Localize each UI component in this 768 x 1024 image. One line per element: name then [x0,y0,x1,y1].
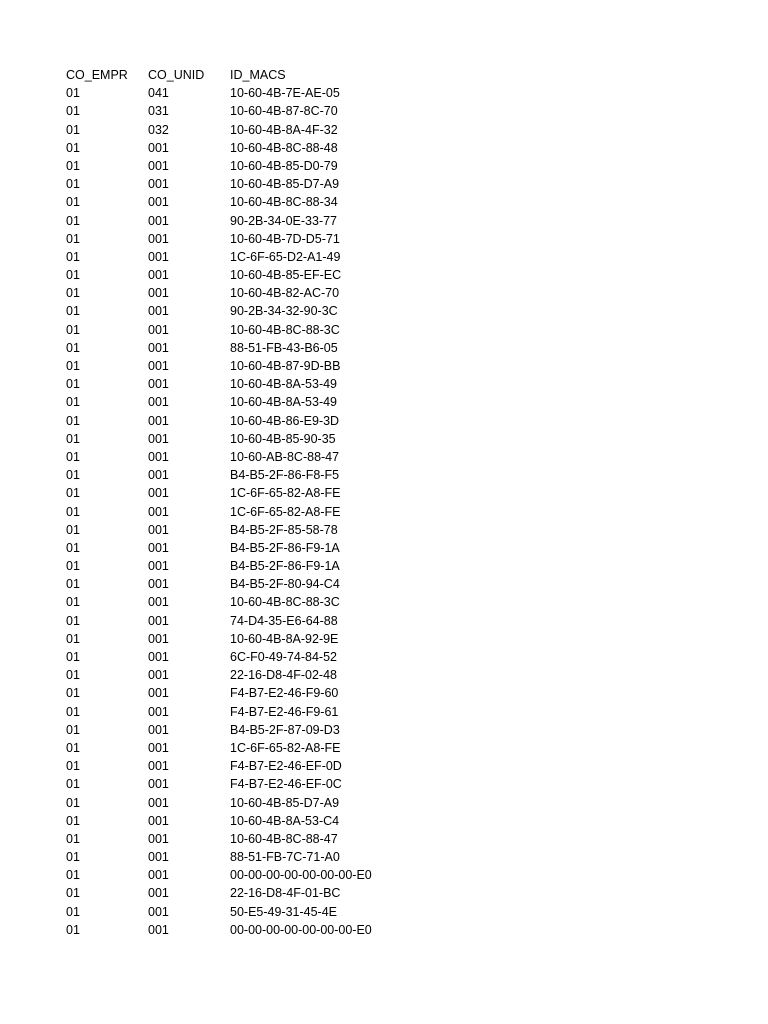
cell-co-unid: 032 [148,122,169,137]
cell-co-empr: 01 [66,704,80,719]
cell-co-unid: 031 [148,104,169,119]
cell-co-unid: 001 [148,413,169,428]
cell-co-empr: 01 [66,759,80,774]
cell-id-macs: 10-60-4B-85-D0-79 [230,158,338,173]
table-row [66,375,450,393]
table-row [66,903,450,921]
cell-co-empr: 01 [66,268,80,283]
table-row [66,757,450,775]
cell-co-unid: 001 [148,286,169,301]
cell-id-macs: 10-60-4B-85-D7-A9 [230,795,340,810]
table-row [66,357,450,375]
cell-co-unid: 001 [148,777,169,792]
table-row [66,575,450,593]
cell-id-macs: 10-60-4B-8C-88-48 [230,140,338,155]
cell-co-empr: 01 [66,522,80,537]
table-row [66,302,450,320]
table-body [66,84,450,939]
cell-id-macs: B4-B5-2F-86-F8-F5 [230,468,340,483]
table-row [66,393,450,411]
table-row [66,630,450,648]
table-row [66,830,450,848]
table-row [66,684,450,702]
table-row [66,157,450,175]
cell-id-macs: 10-60-4B-7E-AE-05 [230,86,340,101]
table-row [66,412,450,430]
cell-id-macs: 10-60-4B-8C-88-47 [230,831,338,846]
cell-id-macs: 1C-6F-65-82-A8-FE [230,740,341,755]
table-row [66,848,450,866]
cell-co-empr: 01 [66,668,80,683]
cell-co-empr: 01 [66,195,80,210]
table-row [66,721,450,739]
cell-co-empr: 01 [66,249,80,264]
cell-id-macs: 6C-F0-49-74-84-52 [230,650,337,664]
cell-id-macs: 1C-6F-65-82-A8-FE [230,486,341,501]
table-row [66,775,450,793]
cell-co-empr: 01 [66,777,80,792]
table-row [66,503,450,521]
cell-co-empr: 01 [66,468,80,483]
cell-co-unid: 001 [148,886,169,901]
cell-id-macs: 10-60-4B-8C-88-3C [230,322,340,337]
table-row [66,703,450,721]
table-row [66,739,450,757]
cell-co-empr: 01 [66,213,80,228]
cell-co-unid: 001 [148,359,169,373]
header-co-empr: CO_EMPR [66,68,128,82]
cell-id-macs: 10-60-4B-86-E9-3D [230,413,340,428]
cell-co-empr: 01 [66,886,80,901]
cell-co-unid: 041 [148,86,169,101]
cell-co-unid: 001 [148,213,169,228]
cell-id-macs: 10-60-4B-8C-88-34 [230,195,338,210]
cell-id-macs: 00-00-00-00-00-00-00-E0 [230,868,372,883]
table-row [66,648,450,666]
table-header-row [66,66,450,84]
table-row [66,102,450,120]
cell-co-unid: 001 [148,577,169,592]
cell-co-unid: 001 [148,268,169,283]
cell-co-unid: 001 [148,904,169,919]
cell-id-macs: 10-60-4B-8A-92-9E [230,631,339,646]
cell-co-unid: 001 [148,468,169,483]
cell-co-unid: 001 [148,195,169,210]
cell-co-empr: 01 [66,722,80,737]
cell-co-unid: 001 [148,540,169,555]
cell-co-empr: 01 [66,413,80,428]
cell-co-empr: 01 [66,395,80,410]
cell-co-unid: 001 [148,850,169,865]
cell-co-empr: 01 [66,504,80,519]
cell-co-unid: 001 [148,522,169,537]
cell-co-empr: 01 [66,231,80,246]
table-row [66,921,450,939]
mac-address-table [66,66,450,939]
cell-id-macs: B4-B5-2F-86-F9-1A [230,559,340,574]
cell-id-macs: F4-B7-E2-46-F9-60 [230,686,339,701]
cell-co-empr: 01 [66,795,80,810]
cell-co-empr: 01 [66,431,80,446]
cell-co-unid: 001 [148,631,169,646]
cell-id-macs: 10-60-4B-85-EF-EC [230,268,342,283]
cell-co-unid: 001 [148,304,169,319]
cell-co-empr: 01 [66,631,80,646]
cell-co-unid: 001 [148,813,169,828]
table-row [66,266,450,284]
cell-co-unid: 001 [148,231,169,246]
cell-id-macs: 90-2B-34-0E-33-77 [230,213,338,228]
cell-co-unid: 001 [148,249,169,264]
cell-co-unid: 001 [148,704,169,719]
cell-co-unid: 001 [148,668,169,683]
cell-id-macs: 50-E5-49-31-45-4E [230,904,338,919]
cell-co-unid: 001 [148,395,169,410]
table-row [66,521,450,539]
cell-co-unid: 001 [148,158,169,173]
cell-co-unid: 001 [148,722,169,737]
cell-id-macs: 10-60-4B-85-D7-A9 [230,177,340,192]
cell-id-macs: F4-B7-E2-46-EF-0C [230,777,342,792]
cell-co-unid: 001 [148,486,169,501]
table-row [66,448,450,466]
table-row [66,230,450,248]
cell-id-macs: 90-2B-34-32-90-3C [230,304,338,319]
table-row [66,248,450,266]
cell-co-unid: 001 [148,559,169,574]
cell-id-macs: 10-60-4B-87-9D-BB [230,359,341,373]
cell-co-unid: 001 [148,177,169,192]
cell-co-unid: 001 [148,377,169,392]
cell-co-empr: 01 [66,486,80,501]
table-row [66,139,450,157]
cell-co-unid: 001 [148,613,169,628]
cell-id-macs: 10-60-4B-85-90-35 [230,431,336,446]
cell-id-macs: 22-16-D8-4F-02-48 [230,668,337,683]
cell-co-unid: 001 [148,650,169,664]
cell-co-empr: 01 [66,86,80,101]
cell-co-empr: 01 [66,613,80,628]
cell-co-empr: 01 [66,286,80,301]
cell-id-macs: B4-B5-2F-87-09-D3 [230,722,340,737]
cell-id-macs: 1C-6F-65-82-A8-FE [230,504,341,519]
cell-id-macs: 10-60-4B-8C-88-3C [230,595,340,610]
cell-co-empr: 01 [66,559,80,574]
table-row [66,884,450,902]
header-id-macs: ID_MACS [230,68,286,82]
cell-co-empr: 01 [66,104,80,119]
cell-co-empr: 01 [66,904,80,919]
cell-co-empr: 01 [66,813,80,828]
table-row [66,193,450,211]
cell-co-unid: 001 [148,140,169,155]
table-row [66,321,450,339]
cell-co-unid: 001 [148,322,169,337]
cell-id-macs: 10-60-4B-8A-4F-32 [230,122,338,137]
cell-co-unid: 001 [148,431,169,446]
cell-co-empr: 01 [66,650,80,664]
cell-co-unid: 001 [148,504,169,519]
table-row [66,84,450,102]
cell-co-unid: 001 [148,868,169,883]
table-row [66,212,450,230]
table-row [66,593,450,611]
cell-co-empr: 01 [66,740,80,755]
table-row [66,175,450,193]
cell-co-unid: 001 [148,595,169,610]
cell-id-macs: 10-60-4B-87-8C-70 [230,104,338,119]
cell-id-macs: 10-60-AB-8C-88-47 [230,449,340,464]
cell-co-empr: 01 [66,831,80,846]
table-row [66,466,450,484]
cell-co-unid: 001 [148,759,169,774]
cell-co-empr: 01 [66,359,80,373]
cell-co-empr: 01 [66,140,80,155]
table-row [66,866,450,884]
cell-co-empr: 01 [66,686,80,701]
cell-co-empr: 01 [66,449,80,464]
cell-co-unid: 001 [148,922,169,937]
cell-id-macs: B4-B5-2F-85-58-78 [230,522,338,537]
cell-co-unid: 001 [148,795,169,810]
table-row [66,430,450,448]
cell-id-macs: B4-B5-2F-80-94-C4 [230,577,340,592]
table-row [66,121,450,139]
cell-co-empr: 01 [66,377,80,392]
table-row [66,557,450,575]
cell-co-empr: 01 [66,304,80,319]
cell-co-unid: 001 [148,740,169,755]
cell-co-unid: 001 [148,340,169,355]
cell-id-macs: 10-60-4B-82-AC-70 [230,286,340,301]
cell-id-macs: F4-B7-E2-46-F9-61 [230,704,339,719]
table-row [66,666,450,684]
table-row [66,284,450,302]
cell-id-macs: 00-00-00-00-00-00-00-E0 [230,922,372,937]
cell-co-unid: 001 [148,449,169,464]
cell-id-macs: 10-60-4B-8A-53-49 [230,377,338,392]
table-row [66,794,450,812]
cell-id-macs: 22-16-D8-4F-01-BC [230,886,341,901]
cell-id-macs: F4-B7-E2-46-EF-0D [230,759,342,774]
cell-co-empr: 01 [66,340,80,355]
cell-co-empr: 01 [66,922,80,937]
cell-id-macs: 10-60-4B-8A-53-C4 [230,813,340,828]
cell-co-unid: 001 [148,831,169,846]
cell-co-empr: 01 [66,577,80,592]
cell-id-macs: B4-B5-2F-86-F9-1A [230,540,340,555]
cell-co-empr: 01 [66,322,80,337]
cell-id-macs: 10-60-4B-7D-D5-71 [230,231,340,246]
table-row [66,812,450,830]
cell-co-empr: 01 [66,850,80,865]
table-row [66,339,450,357]
cell-id-macs: 88-51-FB-43-B6-05 [230,340,338,355]
cell-co-empr: 01 [66,158,80,173]
cell-id-macs: 74-D4-35-E6-64-88 [230,613,338,628]
header-co-unid: CO_UNID [148,68,205,82]
cell-co-empr: 01 [66,540,80,555]
cell-co-empr: 01 [66,595,80,610]
cell-id-macs: 1C-6F-65-D2-A1-49 [230,249,341,264]
table-row [66,539,450,557]
table-row [66,612,450,630]
table-row [66,484,450,502]
cell-co-empr: 01 [66,868,80,883]
cell-id-macs: 10-60-4B-8A-53-49 [230,395,338,410]
cell-id-macs: 88-51-FB-7C-71-A0 [230,850,340,865]
cell-co-empr: 01 [66,177,80,192]
cell-co-unid: 001 [148,686,169,701]
cell-co-empr: 01 [66,122,80,137]
